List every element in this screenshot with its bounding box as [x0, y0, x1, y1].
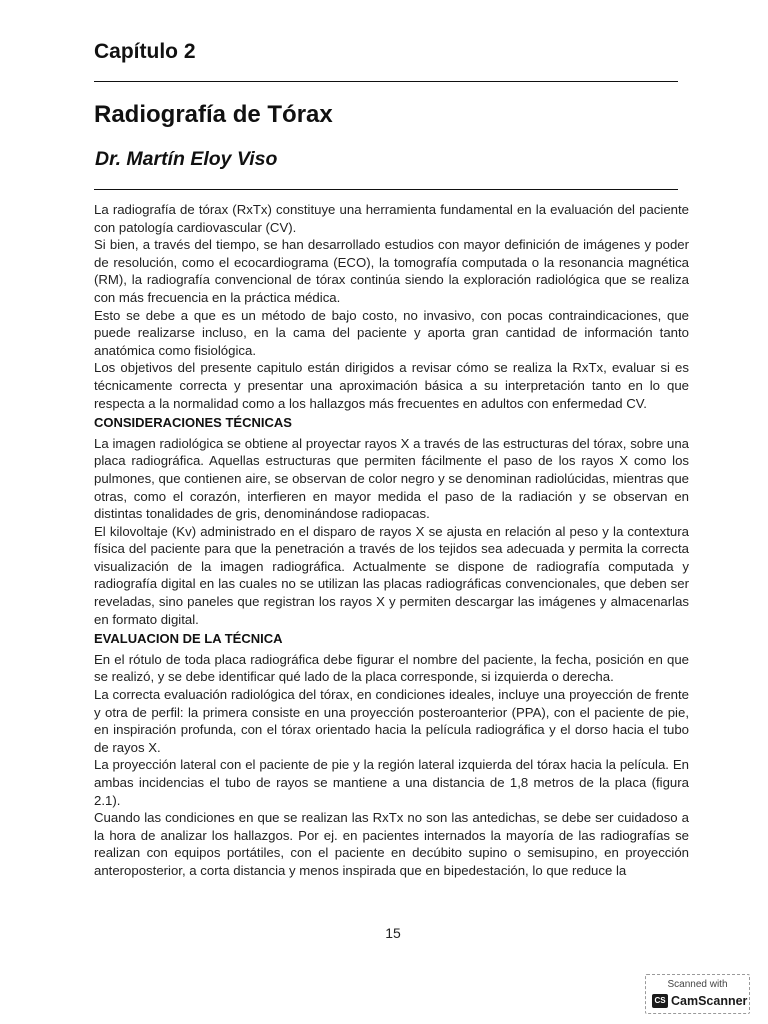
- page-title: Radiografía de Tórax: [94, 101, 333, 128]
- paragraph: Los objetivos del presente capitulo están dirigidos a revisar cómo se realiza la RxTx, evaluar si es técnicamente correcta y presentar una aproximación básica a su interpretación tanto en lo que respecta a la normalidad como a los hallazgos más frecuentes en adultos con enfermedad CV.: [94, 360, 689, 411]
- body-text: [94, 201, 689, 880]
- chapter-label: Capítulo 2: [94, 40, 196, 63]
- paragraph: El kilovoltaje (Kv) administrado en el disparo de rayos X se ajusta en relación al peso y la contextura física del paciente para que la penetración a través de los tejidos sea adecuada y permita la correcta visualización de la imagen radiográfica. Actualmente se dispone de radiografía computada y radiografía digital en las cuales no se utilizan las placas radiográficas convencionales, que deben ser reveladas, sino paneles que registran los rayos X y permiten descargar las imágenes y almacenarlas en formato digital.: [94, 523, 689, 627]
- paragraph: En el rótulo de toda placa radiográfica debe figurar el nombre del paciente, la fecha, posición en que se realizó, y se debe identificar qué lado de la placa corresponde, si izquierda o derecha.: [94, 651, 689, 685]
- watermark-brand: CamScanner: [671, 994, 748, 1008]
- watermark-caption: Scanned with: [667, 979, 728, 990]
- section-heading: EVALUACION DE LA TÉCNICA: [94, 631, 283, 647]
- paragraph: La imagen radiológica se obtiene al proyectar rayos X a través de las estructuras del tórax, sobre una placa radiográfica. Aquellas estructuras que permiten fácilmente el paso de los rayos X como los pulmones, que contienen aire, se observan de color negro y se denominan radiolúcidas, mientras que otras, como el corazón, interfieren en mayor medida el paso de la radiación y se observan en distintas tonalidades de gris, denominándose radiopacas.: [94, 435, 689, 522]
- paragraph: Cuando las condiciones en que se realizan las RxTx no son las antedichas, se debe ser cuidadoso a la hora de analizar los hallazgos. Por ej. en pacientes internados la mayoría de las radiografías se realizan con equipos portátiles, con el paciente en decúbito supino o semisupino, en proyección anteroposterior, a corta distancia y menos inspirada que en bipedestación, lo que reduce la: [94, 810, 689, 878]
- header-rule-top: [94, 81, 678, 82]
- paragraph: Esto se debe a que es un método de bajo costo, no invasivo, con pocas contraindicaciones, que puede realizarse incluso, en la cama del paciente y aporta gran cantidad de información tanto anatómica como fisiológica.: [94, 307, 689, 358]
- watermark-brand-row: [652, 993, 747, 1009]
- paragraph: La correcta evaluación radiológica del tórax, en condiciones ideales, incluye una proyección de frente y otra de perfil: la primera consiste en una proyección posteroanterior (PPA), con el paciente de pie, en inspiración profunda, con el tórax orientado hacia la película radiográfica y el dorso hacia el tubo de rayos X.: [94, 687, 689, 755]
- camscanner-logo-icon: CS: [652, 994, 668, 1008]
- paragraph: Si bien, a través del tiempo, se han desarrollado estudios con mayor definición de imágenes y poder de resolución, como el ecocardiograma (ECO), la tomografía computada o la resonancia magnética (RM), la radiografía convencional de tórax continúa siendo la exploración radiológica que se realiza con más frecuencia en la práctica médica.: [94, 237, 689, 305]
- camscanner-watermark: [645, 974, 750, 1014]
- section-heading: CONSIDERACIONES TÉCNICAS: [94, 415, 292, 431]
- header-rule-bottom: [94, 189, 678, 190]
- paragraph: La radiografía de tórax (RxTx) constituye una herramienta fundamental en la evaluación del paciente con patología cardiovascular (CV).: [94, 202, 689, 235]
- paragraph: La proyección lateral con el paciente de pie y la región lateral izquierda del tórax hacia la película. En ambas incidencias el tubo de rayos se mantiene a una distancia de 1,8 metros de la placa (figura 2.1).: [94, 757, 689, 808]
- page-number: 15: [385, 925, 401, 941]
- author-name: Dr. Martín Eloy Viso: [95, 148, 278, 170]
